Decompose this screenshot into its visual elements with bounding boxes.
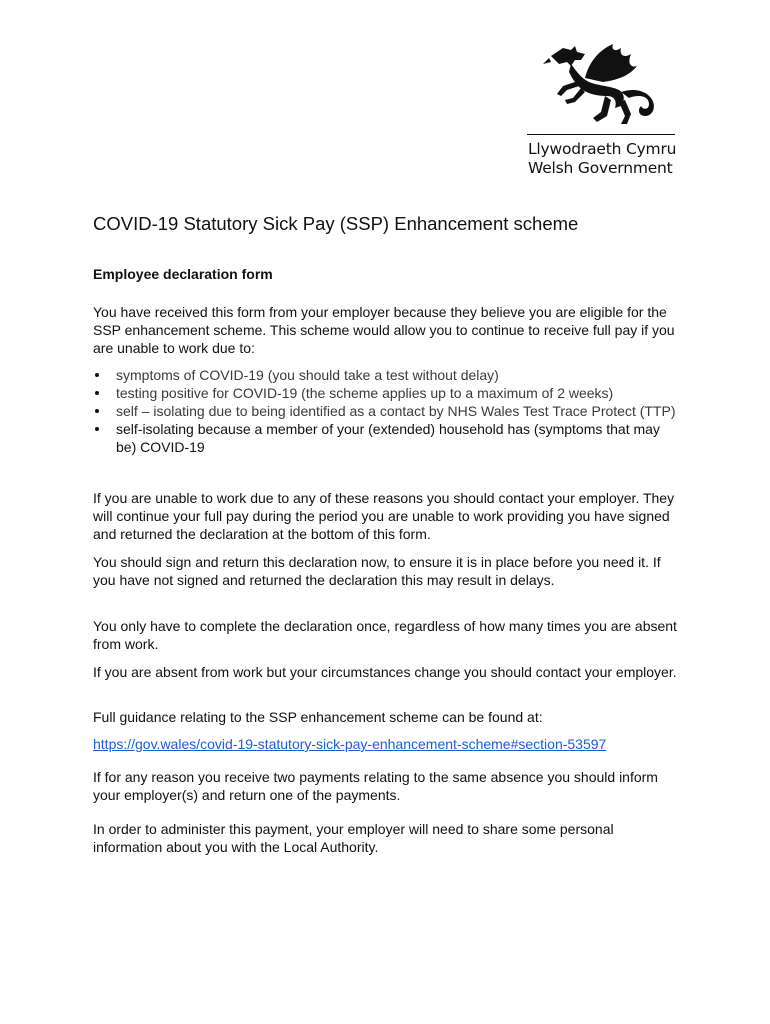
form-subtitle: Employee declaration form xyxy=(93,266,273,282)
logo-english-name: Welsh Government xyxy=(528,159,673,177)
list-item: self-isolating because a member of your (extended) household has (symptoms that may be) COVID-19 xyxy=(93,420,683,456)
page-title: COVID-19 Statutory Sick Pay (SSP) Enhancement scheme xyxy=(93,213,579,234)
list-item: testing positive for COVID-19 (the scheme applies up to a maximum of 2 weeks) xyxy=(93,384,683,402)
logo-welsh-name: Llywodraeth Cymru xyxy=(528,140,677,158)
duplicate-payment-paragraph: If for any reason you receive two payments relating to the same absence you should inform your employer(s) and return one of the payments. xyxy=(93,769,658,803)
sign-return-paragraph: You should sign and return this declaration now, to ensure it is in place before you need it. If you have not signed and returned the declaration this may result in delays. xyxy=(93,554,661,588)
intro-paragraph: You have received this form from your employer because they believe you are eligible for the SSP enhancement scheme. This scheme would allow you to continue to receive full pay if you are unable to work due to: xyxy=(93,304,675,356)
contact-employer-paragraph: If you are unable to work due to any of these reasons you should contact your employer. They will continue your full pay during the period you are unable to work providing you have signed and returned the declaration at the bottom of this form. xyxy=(93,490,675,542)
logo-wordmark xyxy=(528,140,676,178)
guidance-intro-paragraph: Full guidance relating to the SSP enhancement scheme can be found at: xyxy=(93,709,543,725)
logo-divider xyxy=(527,134,675,135)
declaration-once-paragraph: You only have to complete the declaration once, regardless of how many times you are absent from work. xyxy=(93,618,677,652)
guidance-link[interactable]: https://gov.wales/covid-19-statutory-sick-pay-enhancement-scheme#section-53597 xyxy=(93,736,607,752)
welsh-dragon-icon xyxy=(541,38,661,128)
personal-information-paragraph: In order to administer this payment, your employer will need to share some personal information about you with the Local Authority. xyxy=(93,821,614,855)
eligibility-list xyxy=(93,366,683,456)
list-item: symptoms of COVID-19 (you should take a test without delay) xyxy=(93,366,683,384)
list-item: self – isolating due to being identified as a contact by NHS Wales Test Trace Protect (TTP) xyxy=(93,402,683,420)
circumstances-change-paragraph: If you are absent from work but your circumstances change you should contact your employer. xyxy=(93,664,677,680)
welsh-government-logo xyxy=(527,38,677,188)
